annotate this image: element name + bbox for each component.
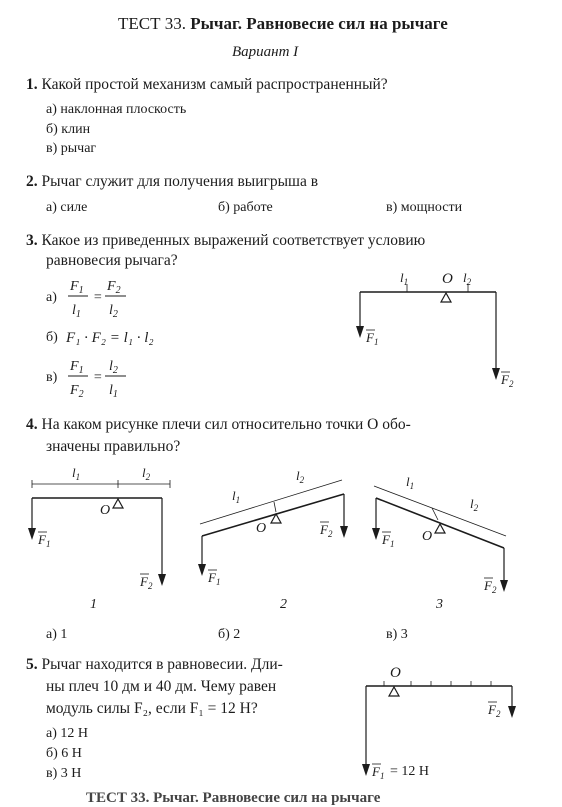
- next-page-cut-title: ТЕСТ 33. Рычаг. Равновесие сил на рычаге: [86, 790, 381, 806]
- svg-text:F1: $F_1$: [70, 279, 84, 296]
- question-number: 2.: [26, 173, 38, 190]
- svg-text:l1: $l_1$: [72, 465, 81, 482]
- svg-text:l2: $l_2$: [109, 303, 118, 320]
- svg-text:F1: $F_1$: [38, 532, 51, 549]
- svg-text:O: O: [422, 529, 433, 544]
- svg-text:F1: $F_1$: [382, 532, 395, 549]
- svg-text:F2: $F_2$: [107, 279, 121, 296]
- question-3-line2: равновесия рычага?: [46, 252, 178, 269]
- q3-option-b[interactable]: б): [46, 330, 58, 345]
- question-5: [26, 656, 283, 674]
- q4-option-c[interactable]: в) 3: [386, 627, 408, 642]
- svg-text:l1: $l_1$: [232, 488, 241, 505]
- q5-force-value: = 12 Н: [390, 764, 430, 779]
- question-text: Какой простой механизм самый распространенный?: [41, 76, 388, 93]
- svg-text:O: O: [100, 503, 111, 518]
- question-4-line2: значены правильно?: [46, 438, 181, 455]
- svg-text:=: =: [93, 290, 103, 305]
- question-number: 5.: [26, 656, 38, 673]
- svg-text:F2: $F_2$: [501, 372, 514, 389]
- svg-text:O: O: [390, 665, 401, 681]
- svg-text:F2: $F_2$: [70, 383, 84, 400]
- q3-option-a[interactable]: а): [46, 290, 57, 305]
- svg-text:F2: $F_2$: [320, 522, 333, 539]
- q3-lever-figure: [350, 262, 520, 392]
- svg-text:l1: $l_1$: [72, 303, 81, 320]
- test-title: Рычаг. Равновесие сил на рычаге: [190, 14, 448, 33]
- q2-option-b[interactable]: б) работе: [218, 200, 273, 215]
- q4-figure-1: [20, 464, 180, 594]
- svg-text:l1: $l_1$: [400, 270, 409, 287]
- figure-number-2: 2: [280, 597, 287, 612]
- question-text: Рычаг служит для получения выигрыша в: [41, 173, 319, 190]
- svg-text:l2: $l_2$: [142, 465, 151, 482]
- q4-option-a[interactable]: а) 1: [46, 627, 68, 642]
- svg-text:l2: $l_2$: [463, 270, 472, 287]
- question-text-line1: Рычаг находится в равновесии. Дли-: [41, 656, 283, 673]
- svg-text:F2: $F_2$: [488, 702, 501, 719]
- question-3: [26, 232, 425, 250]
- svg-text:O: O: [442, 271, 453, 287]
- q4-figure-3: [366, 462, 526, 598]
- svg-text:F1: $F_1$: [366, 330, 379, 347]
- q5-option-b[interactable]: б) 6 Н: [46, 746, 82, 761]
- formula-a: [66, 274, 136, 322]
- question-5-line2: ны плеч 10 дм и 40 дм. Чему равен: [46, 678, 277, 695]
- svg-text:F1: $F_1$: [70, 359, 84, 376]
- svg-text:F1: $F_1$: [208, 570, 221, 587]
- formula-b: F₁ · F₂ = l₁ · l₂: [66, 330, 154, 346]
- q1-option-b[interactable]: б) клин: [46, 122, 91, 137]
- question-number: 4.: [26, 416, 38, 433]
- q5-option-c[interactable]: в) 3 Н: [46, 766, 82, 781]
- page-title: [118, 14, 448, 34]
- svg-text:F2: $F_2$: [140, 574, 153, 591]
- svg-text:l2: $l_2$: [296, 468, 305, 485]
- svg-text:O: O: [256, 521, 267, 536]
- q1-option-a[interactable]: а) наклонная плоскость: [46, 102, 187, 117]
- svg-text:F1: $F_1$: [372, 764, 385, 781]
- question-number: 3.: [26, 232, 38, 249]
- svg-text:F2: $F_2$: [484, 578, 497, 595]
- question-2: [26, 173, 318, 191]
- q2-option-a[interactable]: а) силе: [46, 200, 88, 215]
- q4-option-b[interactable]: б) 2: [218, 627, 241, 642]
- q2-option-c[interactable]: в) мощности: [386, 200, 463, 215]
- q4-figure-2: [192, 462, 362, 592]
- svg-text:l2: $l_2$: [109, 359, 118, 376]
- figure-number-1: 1: [90, 597, 97, 612]
- figure-number-3: 3: [436, 597, 443, 612]
- svg-text:l2: $l_2$: [470, 496, 479, 513]
- svg-text:l1: $l_1$: [109, 383, 118, 400]
- q1-option-c[interactable]: в) рычаг: [46, 141, 97, 156]
- question-1: [26, 76, 388, 94]
- question-text-line1: Какое из приведенных выражений соответствует условию: [41, 232, 426, 249]
- question-number: 1.: [26, 76, 38, 93]
- question-text-line1: На каком рисунке плечи сил относительно точки O обо-: [41, 416, 411, 433]
- test-number: ТЕСТ 33.: [118, 14, 186, 33]
- svg-text:l1: $l_1$: [406, 474, 415, 491]
- q3-option-c[interactable]: в): [46, 370, 58, 385]
- formula-c: [66, 354, 136, 402]
- question-4: [26, 416, 411, 434]
- svg-text:=: =: [93, 370, 103, 385]
- q5-lever-figure: [356, 664, 526, 788]
- question-5-line3: модуль силы F₂, если F₁ = 12 Н?: [46, 700, 258, 717]
- q5-option-a[interactable]: а) 12 Н: [46, 726, 88, 741]
- variant-label: Вариант I: [232, 44, 299, 60]
